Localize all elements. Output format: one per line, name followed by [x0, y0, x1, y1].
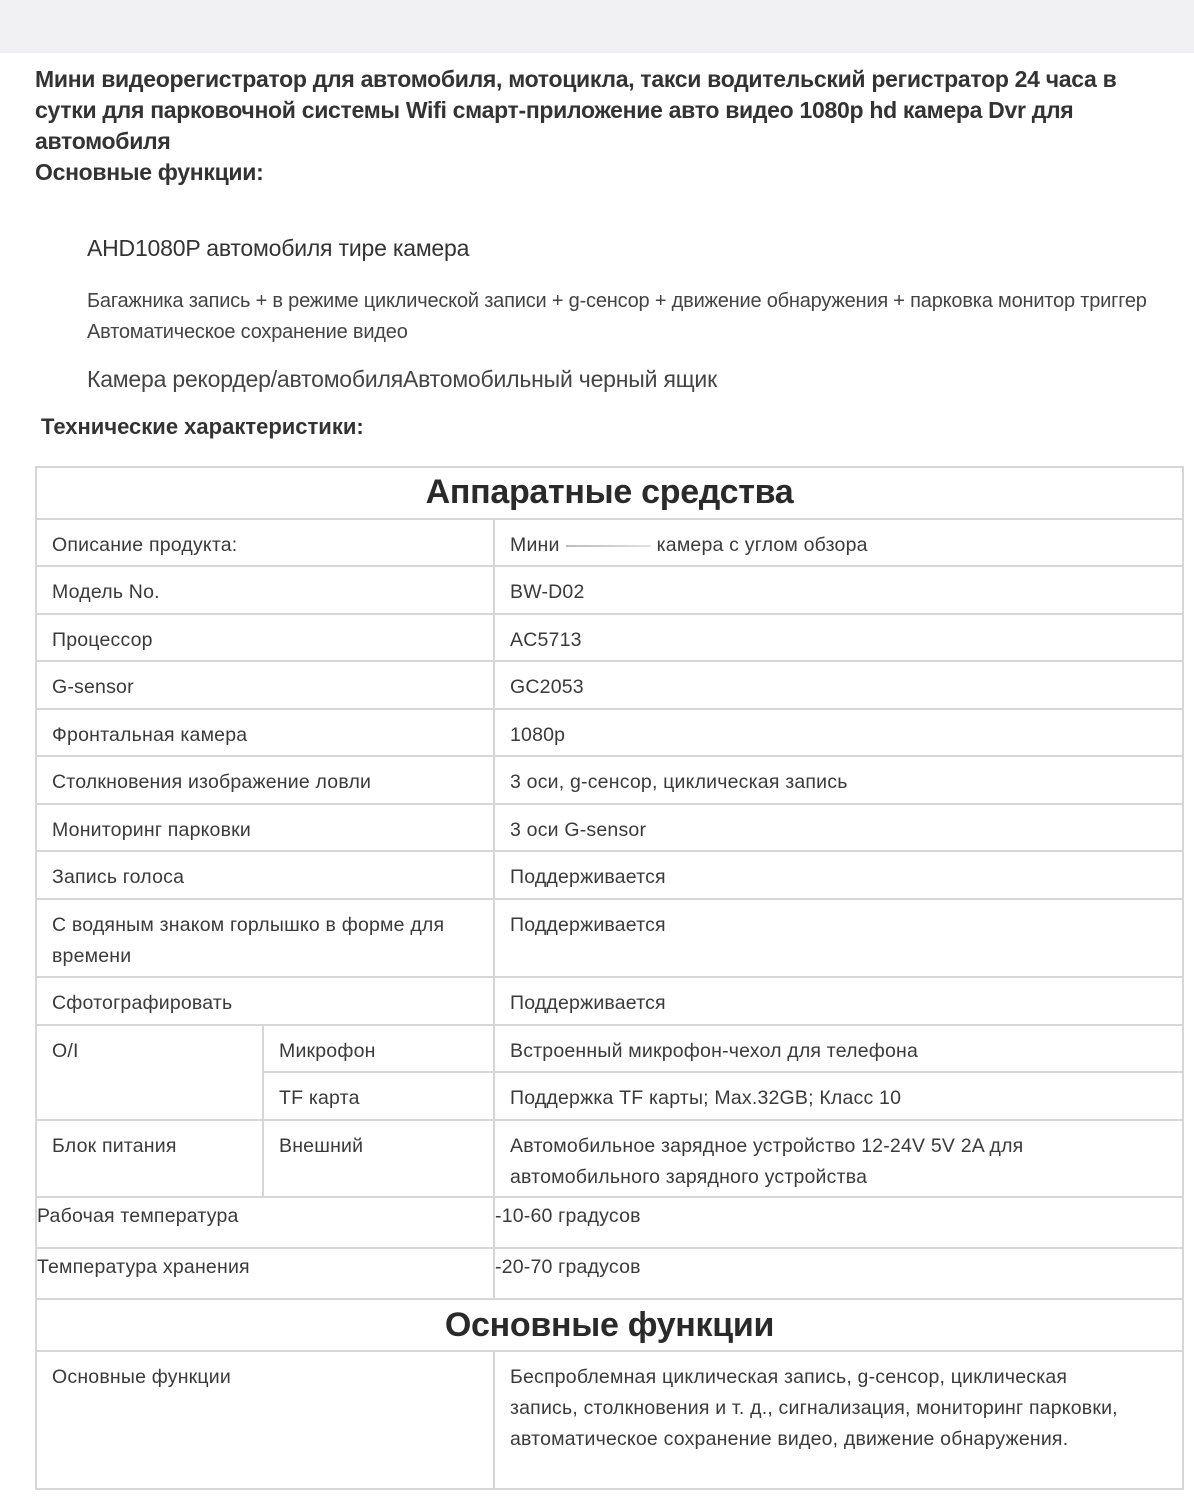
spec-value: [495, 520, 1182, 561]
spec-label: Процессор: [52, 629, 153, 651]
spec-value: Поддерживается: [510, 992, 666, 1014]
spec-label: С водяным знаком горлышко в форме для времени: [52, 914, 445, 967]
hardware-section-header: Аппаратные средства: [425, 473, 794, 511]
functions-label: Основные функции: [52, 1366, 231, 1388]
power-value: Автомобильное зарядное устройство 12-24V 5V 2A для автомобильного зарядного устройства: [510, 1135, 1024, 1188]
functions-value: Беспроблемная циклическая запись, g-сенсор, циклическая запись, столкновения и т. д., сигнализация, мониторинг парковки, автоматическое сохранение видео, движение обнаружения.: [510, 1366, 1118, 1450]
spec-value: Поддерживается: [510, 866, 666, 888]
spec-value: 3 оси G-sensor: [510, 819, 647, 841]
io-mic-value: Встроенный микрофон-чехол для телефона: [510, 1040, 919, 1062]
op-temp-value: -10-60 градусов: [495, 1205, 641, 1227]
feature-line-2: Багажника запись + в режиме циклической записи + g-сенсор + движение обнаружения + парковка монитор триггер Автоматическое сохранение видео: [87, 290, 1147, 343]
io-tf-value: Поддержка TF карты; Max.32GB; Класс 10: [510, 1087, 902, 1109]
spec-value: 3 оси, g-сенсор, циклическая запись: [510, 771, 848, 793]
redacted-mark: [566, 545, 651, 547]
op-temp-label: Рабочая температура: [37, 1205, 239, 1227]
spec-label: Модель No.: [52, 581, 160, 603]
spec-value: 1080p: [510, 724, 566, 746]
specs-table: [35, 466, 1184, 1490]
store-temp-value: -20-70 градусов: [495, 1256, 641, 1278]
io-tf-label: TF карта: [279, 1087, 360, 1109]
tech-specs-heading: Технические характеристики:: [41, 414, 364, 439]
spec-value: GC2053: [510, 676, 584, 698]
top-bar: [0, 0, 1194, 53]
power-label: Блок питания: [52, 1135, 177, 1157]
spec-label: Фронтальная камера: [52, 724, 248, 746]
spec-label: Столкновения изображение ловли: [52, 771, 372, 793]
spec-value: Поддерживается: [510, 914, 666, 936]
io-mic-label: Микрофон: [279, 1040, 376, 1062]
spec-value: AC5713: [510, 629, 582, 651]
spec-value: BW-D02: [510, 581, 585, 603]
spec-label: G-sensor: [52, 676, 134, 698]
functions-section-header: Основные функции: [444, 1306, 775, 1344]
spec-label: Мониторинг парковки: [52, 819, 251, 841]
feature-line-3: Камера рекордер/автомобиляАвтомобильный черный ящик: [87, 366, 717, 392]
spec-label: Запись голоса: [52, 866, 185, 888]
product-title: Мини видеорегистратор для автомобиля, мотоцикла, такси водительский регистратор 24 часа в сутки для парковочной системы Wifi смарт-приложение авто видео 1080p hd камера Dvr для автомобиля: [35, 66, 1117, 154]
main-functions-heading: Основные функции:: [35, 159, 264, 185]
spec-label: Описание продукта:: [52, 534, 238, 556]
spec-value-prefix: Мини: [510, 534, 560, 556]
feature-line-1: AHD1080P автомобиля тире камера: [87, 235, 470, 261]
spec-value-suffix: камера с углом обзора: [656, 534, 868, 556]
spec-label: Сфотографировать: [52, 992, 233, 1014]
power-sub-label: Внешний: [279, 1135, 364, 1157]
store-temp-label: Температура хранения: [37, 1256, 250, 1278]
io-label: O/I: [52, 1040, 79, 1062]
